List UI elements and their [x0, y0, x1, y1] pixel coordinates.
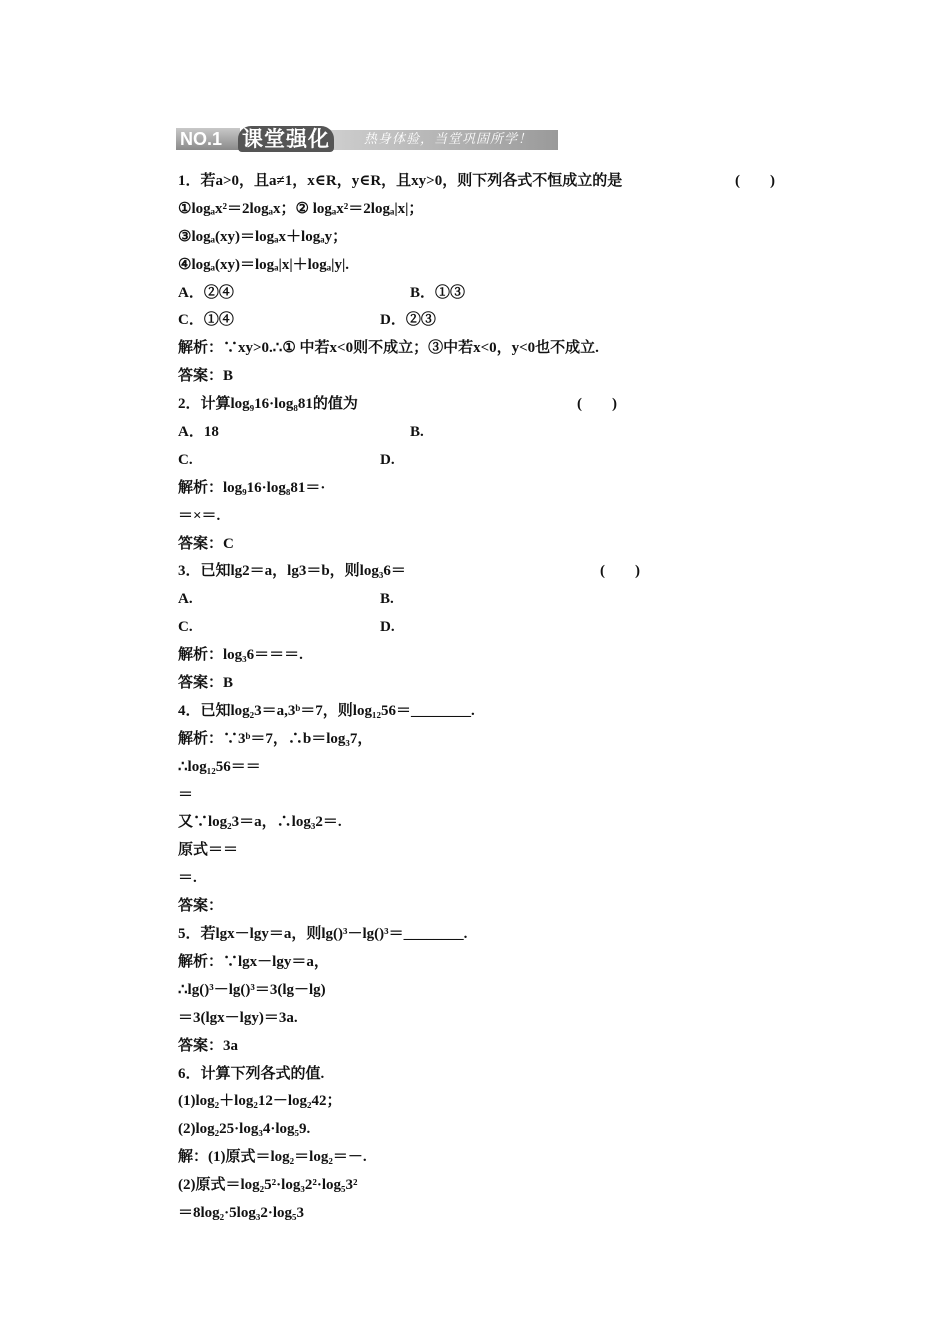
q1-options-cd [178, 307, 818, 335]
q3-option-b: B. [380, 591, 394, 608]
q1-answer: 答案：B [178, 368, 234, 385]
q4-analysis5: 原式＝＝ [178, 842, 239, 859]
q1-stem-line [178, 168, 818, 196]
q4-analysis4: 又∵log₂3＝a，∴log₃2＝. [178, 814, 342, 831]
q2-options-ab [178, 419, 818, 447]
q6-solution3: ＝8log₂·5log₃2·log₅3 [178, 1204, 304, 1221]
q3-answer: 答案：B [178, 675, 234, 692]
section-banner [176, 126, 558, 152]
q2-option-b: B. [410, 424, 424, 441]
q1-option-a: A．②④ [178, 284, 234, 301]
q1-option-d: D．②③ [380, 312, 436, 329]
q2-answer: 答案：C [178, 535, 234, 552]
banner-subtitle: 热身体验，当堂巩固所学！ [326, 130, 558, 150]
q2-option-c: C. [178, 451, 193, 468]
q3-option-d: D. [380, 619, 395, 636]
q4-analysis6: ＝. [178, 870, 197, 887]
q2-options-cd [178, 447, 818, 475]
q1-stem: 1．若a>0，且a≠1，x∈R，y∈R，且xy>0，则下列各式不恒成立的是 [178, 173, 623, 189]
q3-options-cd [178, 614, 818, 642]
q4-analysis2: ∴log₁₂56＝＝ [178, 758, 261, 775]
banner-number: NO.1 [176, 128, 240, 150]
q1-line3: ④logₐ(xy)＝logₐ|x|＋logₐ|y|. [178, 256, 350, 273]
q4-answer: 答案： [178, 898, 224, 915]
q4-stem: 4．已知log₂3＝a,3ᵇ＝7，则log₁₂56＝________. [178, 702, 475, 719]
q6-part1: (1)log₂＋log₂12－log₂42； [178, 1093, 342, 1110]
banner-title: 课堂强化 [238, 126, 334, 152]
q4-analysis1: 解析：∵3ᵇ＝7，∴b＝log₃7， [178, 730, 373, 747]
exercise-content [178, 168, 818, 1228]
q6-stem: 6．计算下列各式的值. [178, 1065, 325, 1082]
q2-option-d: D. [380, 451, 395, 468]
q3-option-a: A. [178, 591, 193, 608]
q5-analysis1: 解析：∵lgx－lgy＝a， [178, 953, 329, 970]
q1-line2: ③logₐ(xy)＝logₐx＋logₐy； [178, 228, 348, 245]
q3-option-c: C. [178, 619, 193, 636]
q2-analysis2: ＝×＝. [178, 507, 221, 524]
q2-stem: 2．计算log₉16·log₈81的值为 [178, 396, 358, 413]
q3-paren: ( ) [600, 563, 640, 580]
q1-line1: ①logₐx²＝2logₐx；② logₐx²＝2logₐ|x|； [178, 200, 424, 217]
q2-stem-line [178, 391, 818, 419]
q1-paren: ( ) [735, 173, 775, 189]
q3-stem-line [178, 558, 818, 586]
q2-paren: ( ) [577, 396, 617, 413]
q2-option-a: A．18 [178, 424, 219, 441]
q6-solution2: (2)原式＝log₂5²·log₃2²·log₅3² [178, 1177, 358, 1194]
q1-option-b: B．①③ [410, 284, 466, 301]
q5-analysis2: ∴lg()³－lg()³＝3(lg－lg) [178, 981, 326, 998]
q5-answer: 答案：3a [178, 1037, 239, 1054]
q3-analysis: 解析：log₃6＝＝＝. [178, 647, 303, 664]
q5-stem: 5．若lgx－lgy＝a，则lg()³－lg()³＝________. [178, 926, 468, 943]
q4-analysis3: ＝ [178, 786, 194, 803]
q3-stem: 3．已知lg2＝a，lg3＝b，则log₃6＝ [178, 563, 406, 580]
q3-options-ab [178, 586, 818, 614]
q6-solution1: 解：(1)原式＝log₂＝log₂＝－. [178, 1149, 367, 1166]
q6-part2: (2)log₂25·log₃4·log₅9. [178, 1121, 311, 1138]
q1-option-c: C．①④ [178, 312, 234, 329]
q2-analysis1: 解析：log₉16·log₈81＝· [178, 479, 326, 496]
q1-analysis: 解析：∵xy>0.∴① 中若x<0则不成立；③中若x<0，y<0也不成立. [178, 340, 599, 357]
q5-analysis3: ＝3(lgx－lgy)＝3a. [178, 1009, 298, 1026]
q1-options-ab [178, 280, 818, 308]
